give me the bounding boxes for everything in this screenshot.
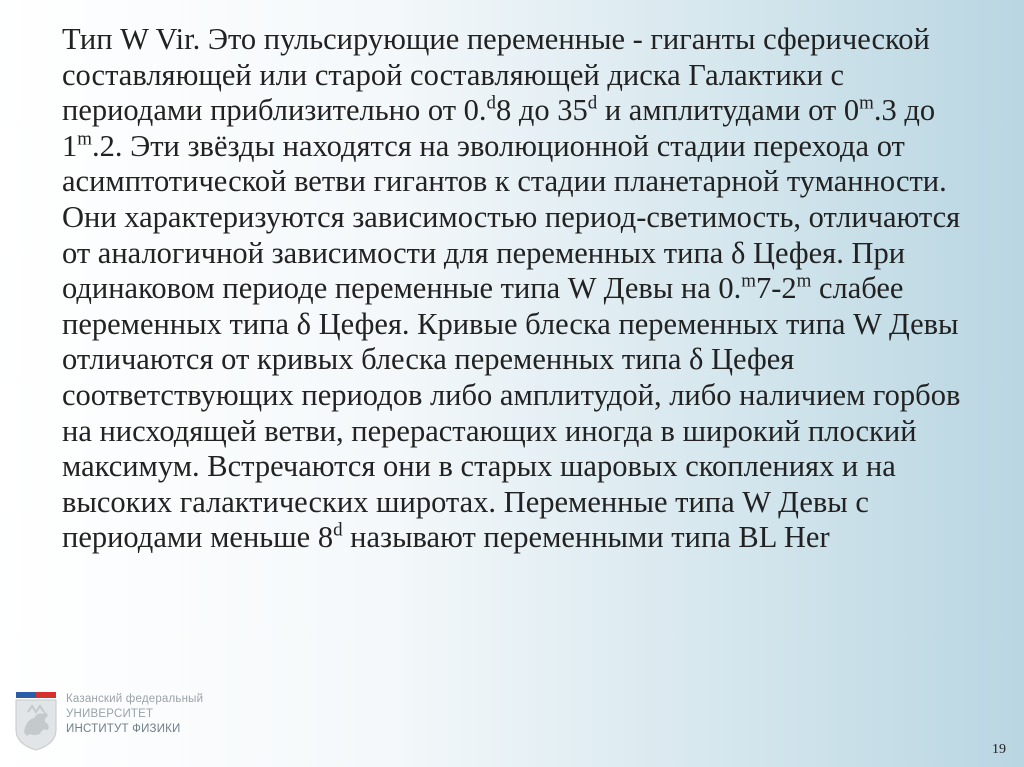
body-text-segment: называют переменными типа BL Her: [342, 520, 830, 555]
body-text-segment: 8 до 35: [496, 93, 588, 128]
body-text-segment: 7-2: [755, 271, 797, 306]
kfu-logo-icon: [12, 690, 60, 752]
slide-body-text: [62, 22, 967, 556]
superscript-m: m: [77, 128, 92, 150]
university-name: [66, 692, 203, 737]
superscript-m: m: [796, 270, 812, 292]
superscript-m: m: [859, 92, 874, 114]
superscript-m: m: [741, 270, 756, 292]
superscript-d: d: [486, 92, 496, 114]
page-number: 19: [992, 742, 1006, 757]
superscript-d: d: [587, 92, 598, 114]
institute-name: ИНСТИТУТ ФИЗИКИ: [66, 723, 181, 735]
body-text-segment: и амплитудами от 0: [597, 93, 860, 128]
body-paragraph: [62, 22, 967, 556]
superscript-d: d: [333, 519, 343, 541]
university-name-line2: УНИВЕРСИТЕТ: [66, 708, 154, 720]
body-text-segment: слабее переменных типа δ Цефея. Кривые блеска переменных типа W Девы отличаются от кривых блеска переменных типа δ Цефея соответствующих периодов либо амплитудой, либо наличием горбов на нисходящей ветви, перерастающих иногда в широкий плоский максимум. Встречаются они в старых шаровых скоплениях и на высоких галактических широтах. Переменные типа W Девы с периодами меньше 8: [62, 271, 961, 555]
university-name-line1: Казанский федеральный: [66, 693, 204, 705]
body-text-segment: Тип W Vir. Это пульсирующие переменные - гиганты сферической составляющей или старой составляющей диска Галактики с периодами приблизительно от 0.: [62, 22, 930, 128]
body-text-segment: .3 до 1: [62, 93, 936, 163]
body-text-segment: .2. Эти звёзды находятся на эволюционной стадии перехода от асимптотической ветви гигантов к стадии планетарной туманности. Они характеризуются зависимостью период-светимость, отличаются от аналогичной зависимости для переменных типа δ Цефея. При одинаковом периоде переменные типа W Девы на 0.: [62, 128, 961, 306]
